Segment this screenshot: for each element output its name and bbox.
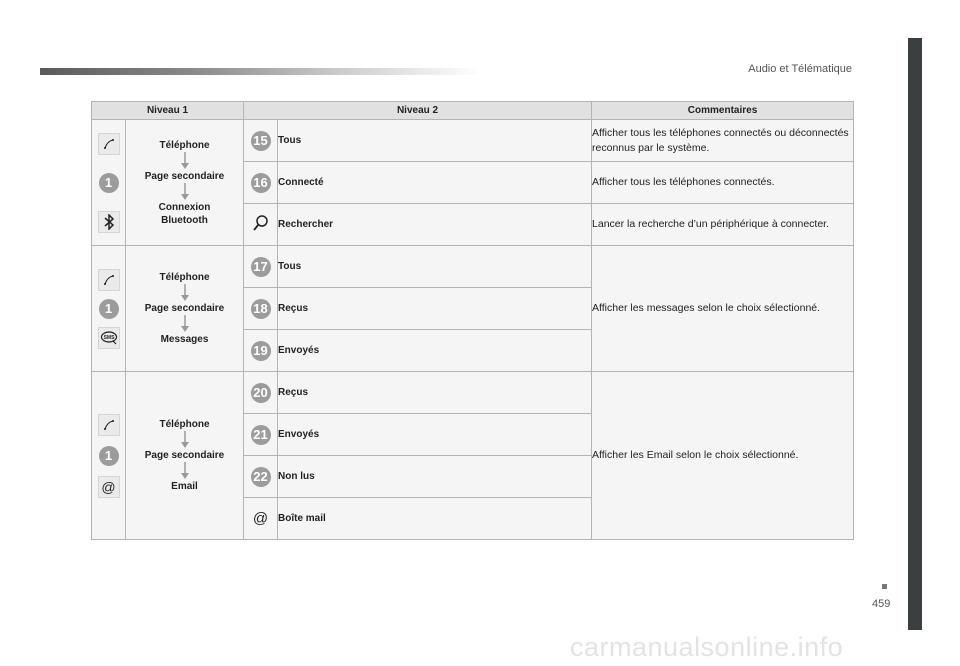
badge-cell (244, 330, 278, 372)
level2-label-rechercher: Rechercher (278, 204, 592, 246)
comment-cell: Afficher les Email selon le choix sélectionné. (592, 372, 854, 540)
level2-label-recus: Reçus (278, 288, 592, 330)
badge-19: 19 (251, 341, 271, 361)
phone-icon (98, 269, 120, 291)
level1-telephone: Téléphone (159, 419, 210, 430)
badge-15: 15 (251, 131, 271, 151)
arrow-down-icon (180, 462, 190, 480)
arrow-down-icon (180, 431, 190, 449)
header-niveau-1: Niveau 1 (92, 102, 244, 120)
side-tab-bar (908, 38, 922, 630)
arrow-down-icon (180, 315, 190, 333)
level1-page-secondaire: Page secondaire (144, 170, 225, 182)
level1-page-secondaire: Page secondaire (144, 450, 225, 461)
badge-16: 16 (251, 173, 271, 193)
level2-label-non-lus: Non lus (278, 456, 592, 498)
group-2-icons (92, 246, 126, 372)
arrow-down-icon (180, 183, 190, 201)
comment-cell: Afficher les messages selon le choix sélectionné. (592, 246, 854, 372)
phone-icon (98, 414, 120, 436)
badge-cell (244, 372, 278, 414)
badge-cell (244, 162, 278, 204)
badge-18: 18 (251, 299, 271, 319)
badge-1: 1 (99, 299, 119, 319)
search-icon (252, 214, 270, 232)
level2-label-envoyes: Envoyés (278, 330, 592, 372)
badge-20: 20 (251, 383, 271, 403)
page-header-title: Audio et Télématique (748, 63, 852, 75)
header-niveau-2: Niveau 2 (244, 102, 592, 120)
at-sign-icon: @ (252, 510, 269, 527)
level2-label-recus: Reçus (278, 372, 592, 414)
level1-email: Email (171, 481, 198, 492)
header-gradient-bar (40, 68, 480, 75)
level1-connexion-bluetooth: Connexion Bluetooth (158, 201, 211, 226)
group-1-level1 (126, 120, 244, 246)
badge-22: 22 (251, 467, 271, 487)
badge-cell (244, 288, 278, 330)
comment-cell: Lancer la recherche d’un périphérique à connecter. (592, 204, 854, 246)
page-number: 459 (872, 598, 891, 610)
level1-telephone: Téléphone (159, 272, 210, 283)
bluetooth-icon (98, 211, 120, 233)
comment-cell: Afficher tous les téléphones connectés. (592, 162, 854, 204)
level1-page-secondaire: Page secondaire (144, 303, 225, 314)
level2-label-tous: Tous (278, 246, 592, 288)
arrow-down-icon (180, 284, 190, 302)
level2-label-envoyes: Envoyés (278, 414, 592, 456)
level1-messages: Messages (160, 334, 209, 345)
navigation-table (91, 101, 854, 540)
level1-telephone: Téléphone (159, 139, 210, 151)
comment-cell: Afficher tous les téléphones connectés ou déconnectés reconnus par le système. (592, 120, 854, 162)
level2-label-boite-mail: Boîte mail (278, 498, 592, 540)
watermark: carmanualsonline.info (570, 632, 844, 662)
mailbox-icon-cell (244, 498, 278, 540)
badge-cell (244, 414, 278, 456)
badge-17: 17 (251, 257, 271, 277)
search-icon-cell (244, 204, 278, 246)
at-sign-icon: @ (98, 476, 120, 498)
group-2-level1 (126, 246, 244, 372)
badge-cell (244, 120, 278, 162)
svg-text:SMS: SMS (103, 334, 114, 341)
sms-icon (98, 327, 120, 349)
page-marker (882, 584, 887, 589)
group-3-level1 (126, 372, 244, 540)
arrow-down-icon (180, 152, 190, 170)
badge-cell (244, 456, 278, 498)
level2-label-connecte: Connecté (278, 162, 592, 204)
group-1-icons (92, 120, 126, 246)
phone-icon (98, 133, 120, 155)
badge-cell (244, 246, 278, 288)
badge-1: 1 (99, 446, 119, 466)
badge-1: 1 (99, 173, 119, 193)
group-3-icons (92, 372, 126, 540)
header-commentaires: Commentaires (592, 102, 854, 120)
badge-21: 21 (251, 425, 271, 445)
level2-label-tous: Tous (278, 120, 592, 162)
